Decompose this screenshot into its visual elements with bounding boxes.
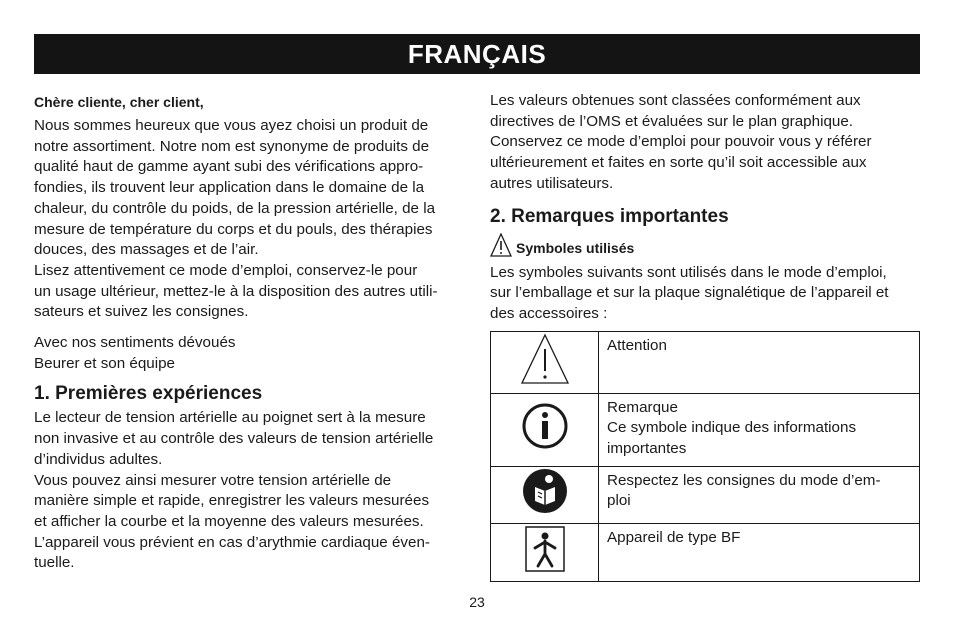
left-column bbox=[34, 92, 464, 574]
greeting: Chère cliente, cher client, bbox=[34, 94, 204, 110]
symbol-description: Remarque Ce symbole indique des informations importantes bbox=[599, 393, 920, 466]
symbols-subheading bbox=[490, 233, 920, 257]
right-intro-paragraph: Les valeurs obtenues sont classées conformément aux directives de l’OMS et évaluées sur le plan graphique. Conservez ce mode d’emploi pour pouvoir vous y référer ultérieurement et faites en sorte qu’il soit accessible aux autres utilisateurs. bbox=[490, 92, 872, 192]
symbols-intro: Les symboles suivants sont utilisés dans le mode d’emploi, sur l’emballage et sur la plaque signalétique de l’appareil et des accessoires : bbox=[490, 263, 889, 322]
intro-paragraph: Nous sommes heureux que vous ayez choisi un produit de notre assortiment. Notre nom est synonyme de produits de qualité haut de gamme ayant subi des vérifications appro- fondies, ils trouvent leur application dans le domaine de la chaleur, du contrôle du poids, de la pression artérielle, de la mesure de température du corps et du pouls, des thérapies douces, des massages et de l’air. Lisez attentivement ce mode d’emploi, conservez-le pour un usage ultérieur, mettez-le à la disposition des autres utili- sateurs et suivez les consignes. bbox=[34, 117, 438, 321]
warning-triangle-icon bbox=[520, 333, 570, 385]
section-1-text: Le lecteur de tension artérielle au poignet sert à la mesure non invasive et au contrôle des valeurs de tension artérielle d’individus adultes. Vous pouvez ainsi mesurer votre tension artérielle de manière simple et rapide, enregistrer les valeurs mesurées et afficher la courbe et la moyenne des valeurs mesurées. L’appareil vous prévient en cas d’arythmie cardiaque éven- tuelle. bbox=[34, 409, 434, 572]
right-column bbox=[490, 91, 920, 582]
info-icon bbox=[521, 402, 569, 450]
symbol-description: Respectez les consignes du mode d’em- ploi bbox=[599, 466, 920, 523]
page-title: FRANÇAIS bbox=[34, 34, 920, 74]
symbols-table bbox=[490, 331, 920, 582]
symbol-description: Appareil de type BF bbox=[599, 523, 920, 581]
table-row bbox=[491, 523, 920, 581]
closing-signature: Avec nos sentiments dévoués Beurer et son équipe bbox=[34, 334, 236, 372]
section-2-heading: 2. Remarques importantes bbox=[490, 205, 729, 227]
section-1-heading: 1. Premières expériences bbox=[34, 383, 263, 405]
table-row bbox=[491, 393, 920, 466]
page-number: 23 bbox=[469, 594, 485, 610]
type-bf-icon bbox=[525, 526, 565, 572]
read-manual-icon bbox=[521, 467, 569, 515]
symbols-heading: Symboles utilisés bbox=[516, 239, 635, 256]
warning-triangle-icon bbox=[490, 233, 512, 257]
symbol-description: Attention bbox=[599, 331, 920, 393]
table-row bbox=[491, 466, 920, 523]
table-row bbox=[491, 331, 920, 393]
